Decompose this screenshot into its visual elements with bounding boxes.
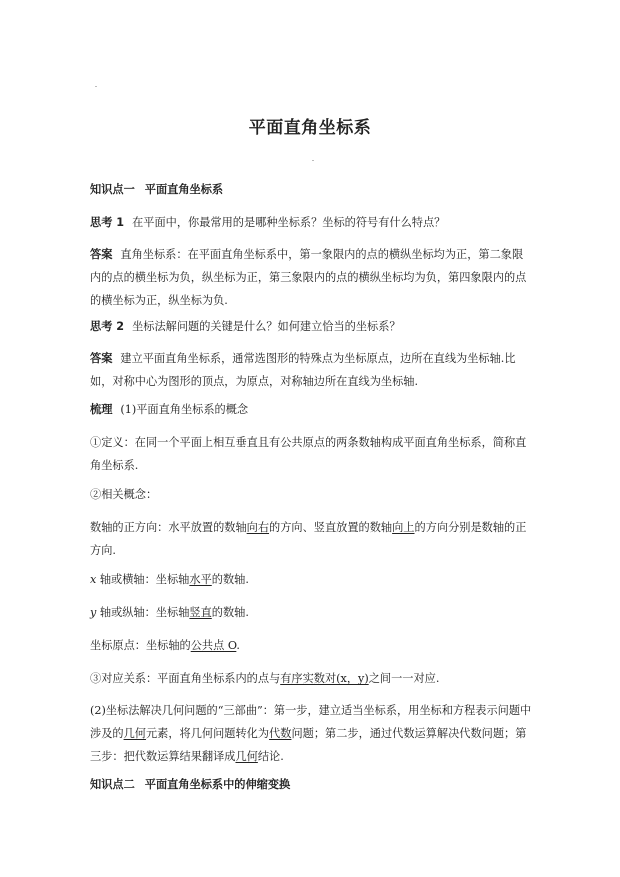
kp2-number: 知识点二 xyxy=(90,778,135,791)
answer-1-label: 答案 xyxy=(90,248,113,261)
origin-text-a: 坐标原点：坐标轴的 xyxy=(90,639,191,652)
answer-1-text: 直角坐标系：在平面直角坐标系中，第一象限内的点的横纵坐标均为正，第二象限内的点的横坐标为负，纵坐标为正，第三象限内的点的横纵坐标均为负，第四象限内的点的横坐标为正，纵坐标为负. xyxy=(90,248,527,307)
knowledge-point-1-heading xyxy=(90,178,534,201)
method-text-d: 结论. xyxy=(257,750,284,763)
correspondence-answer: 有序实数对(x，y) xyxy=(280,672,369,685)
y-axis-answer: 竖直 xyxy=(189,606,212,619)
think-2-label: 思考 2 xyxy=(90,320,125,333)
kp2-name: 平面直角坐标系中的伸缩变换 xyxy=(144,778,291,791)
coordinate-method xyxy=(90,699,534,768)
y-axis-line xyxy=(90,601,534,624)
method-answer-2: 代数 xyxy=(269,727,292,740)
positive-direction-text-a: 数轴的正方向：水平放置的数轴 xyxy=(90,521,247,534)
answer-2 xyxy=(90,347,534,393)
y-axis-text-b: 的数轴. xyxy=(211,606,249,619)
x-variable: x xyxy=(90,573,97,586)
think-1-label: 思考 1 xyxy=(90,216,125,229)
positive-direction xyxy=(90,516,534,562)
x-axis-line xyxy=(90,568,534,591)
method-text-c: 问题；第二步，通过代数运算解决代数问题；第三步：把代数运算结果翻译成 xyxy=(90,727,527,763)
related-concepts: ②相关概念： xyxy=(90,488,158,501)
origin-line xyxy=(90,634,534,657)
think-1-text: 在平面中，你最常用的是哪种坐标系？坐标的符号有什么特点？ xyxy=(132,216,446,229)
origin-answer: 公共点 O xyxy=(190,639,237,652)
knowledge-point-2-heading xyxy=(90,773,534,796)
answer-2-label: 答案 xyxy=(90,352,113,365)
correspondence-text-b: 之间一一对应. xyxy=(368,672,440,685)
y-variable: y xyxy=(90,606,97,619)
x-axis-text-b: 的数轴. xyxy=(211,573,249,586)
kp1-name: 平面直角坐标系 xyxy=(144,183,224,196)
answer-1 xyxy=(90,243,534,312)
method-answer-3: 几何 xyxy=(235,750,258,763)
method-text-b: 元素，将几何问题转化为 xyxy=(145,727,270,740)
think-1 xyxy=(90,211,534,234)
kp1-number: 知识点一 xyxy=(90,183,135,196)
x-axis-answer: 水平 xyxy=(189,573,212,586)
summary-label: 梳理 xyxy=(90,403,113,416)
scan-speck xyxy=(95,86,97,87)
think-2-text: 坐标法解问题的关键是什么？如何建立恰当的坐标系？ xyxy=(132,320,401,333)
answer-2-text: 建立平面直角坐标系，通常选图形的特殊点为坐标原点，边所在直线为坐标轴.比如，对称中心为图形的顶点，为原点，对称轴边所在直线为坐标轴. xyxy=(90,352,516,388)
correspondence-line xyxy=(90,667,534,690)
y-axis-text-a: 轴或纵轴：坐标轴 xyxy=(96,606,190,619)
positive-direction-answer-1: 向右 xyxy=(246,521,270,534)
definition: ①定义：在同一个平面上相互垂直且有公共原点的两条数轴构成平面直角坐标系，简称直角坐标系. xyxy=(90,436,527,472)
positive-direction-text-c: 的方向分别是数轴的正方向. xyxy=(90,521,527,557)
summary-text: (1)平面直角坐标系的概念 xyxy=(120,403,249,416)
method-answer-1: 几何 xyxy=(123,727,146,740)
correspondence-text-a: ③对应关系：平面直角坐标系内的点与 xyxy=(90,672,281,685)
summary xyxy=(90,398,534,421)
method-text-a: (2)坐标法解决几何问题的“三部曲”：第一步，建立适当坐标系，用坐标和方程表示问题中涉及的 xyxy=(90,704,532,740)
scan-speck xyxy=(312,160,314,161)
origin-text-b: . xyxy=(236,639,240,652)
positive-direction-text-b: 的方向、竖直放置的数轴 xyxy=(269,521,393,534)
positive-direction-answer-2: 向上 xyxy=(392,521,415,534)
think-2 xyxy=(90,315,534,338)
page-title: 平面直角坐标系 xyxy=(248,118,372,138)
x-axis-text-a: 轴或横轴：坐标轴 xyxy=(96,573,190,586)
